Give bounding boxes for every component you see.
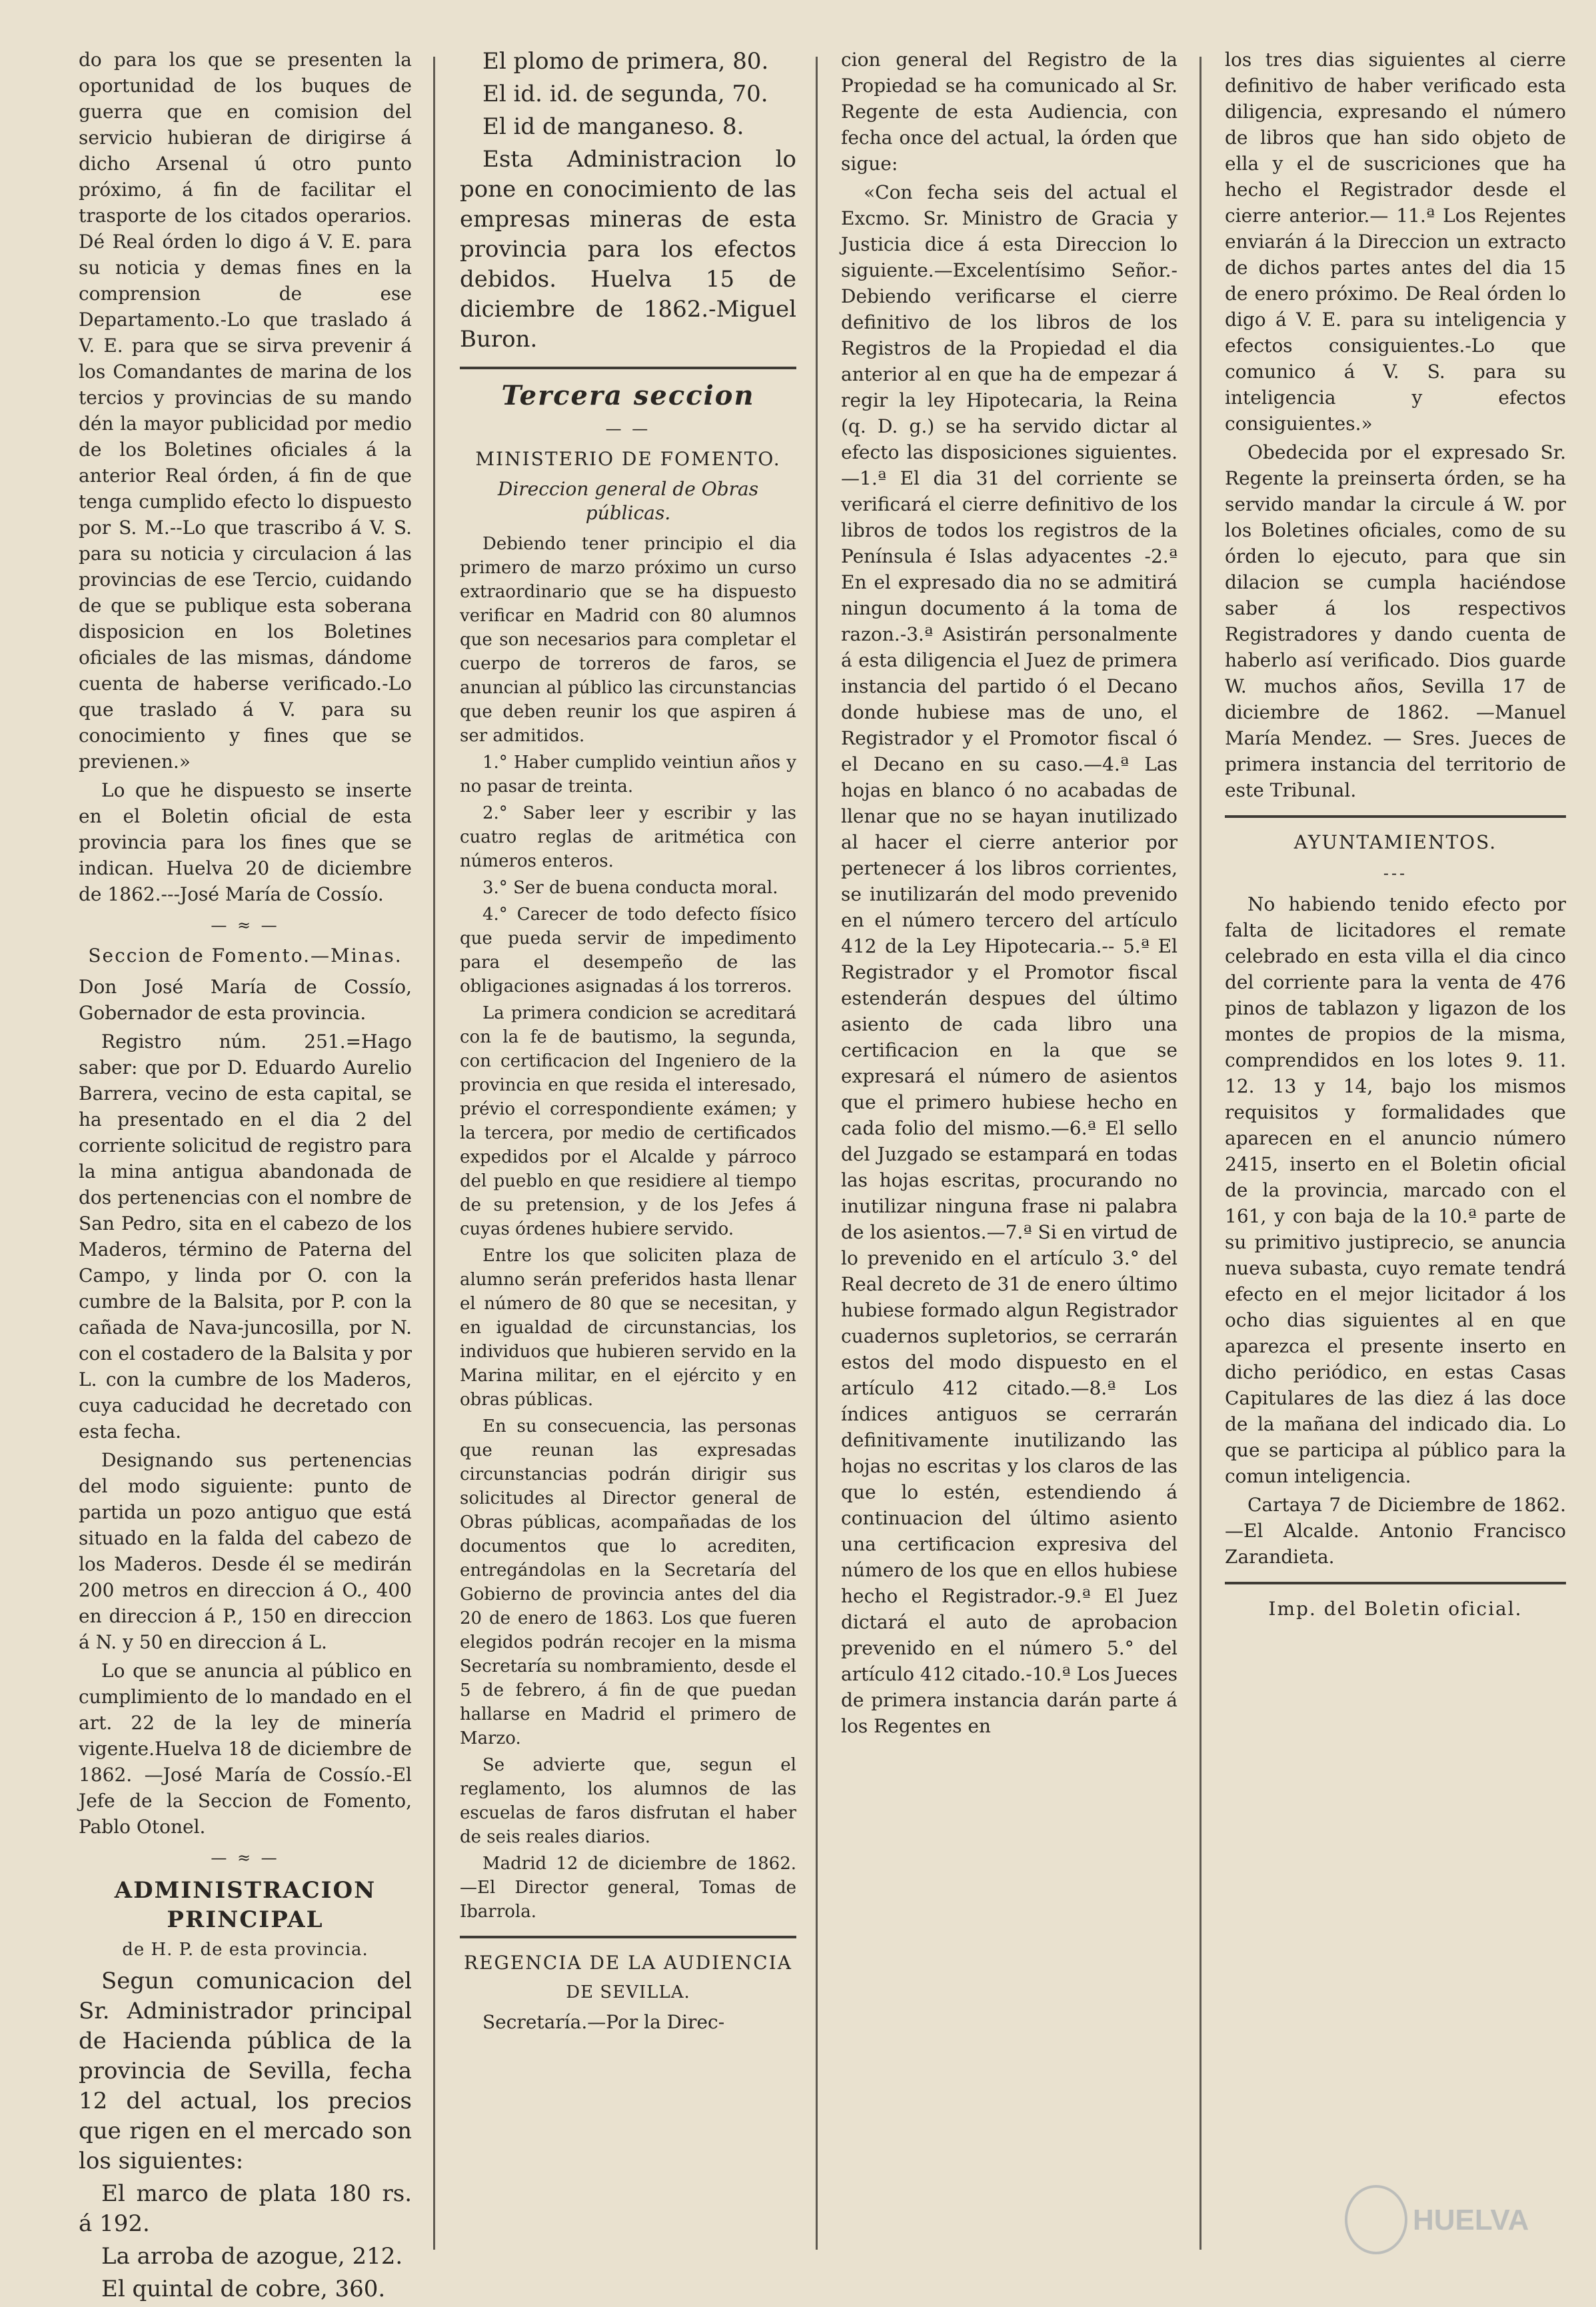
list-item: 4.° Carecer de todo defecto físico que pueda servir de impedimento para el desempeño de las obligaciones asignadas á los torreros.: [460, 905, 796, 997]
paragraph: Secretaría.—Por la Direc-: [482, 2011, 725, 2033]
column-2: [460, 47, 796, 2038]
section-subheading: de H. P. de esta provincia.: [122, 1940, 369, 1960]
paragraph: «Con fecha seis del actual el Excmo. Sr. Ministro de Gracia y Justicia dice á esta Direccion lo siguiente.—Excelentísimo Señor.-Debiendo verificarse el cierre definitivo de los libros de los Registros de la Propiedad el dia anterior al en que ha de empezar á regir la ley Hipotecaria, la Reina (q. D. g.) se ha servido dictar al efecto las disposiciones siguientes.—1.ª El dia 31 del corriente se verificará el cierre definitivo de los libros de todos los registros de la Península é Islas adyacentes -2.ª En el expresado dia no se admitirá ningun documento á la toma de razon.-3.ª Asistirán personalmente á esta diligencia el Juez de primera instancia del partido ó el Decano donde hubiese mas de uno, el Registrador y el Promotor fiscal ó el Decano en su caso.—4.ª Las hojas en blanco ó no acabadas de llenar que no se hayan inutilizado al hacer el cierre anterior por pertenecer á los libros corrientes, se inutilizarán del modo prevenido en el número tercero del artículo 412 de la Ley Hipotecaria.-- 5.ª El Registrador y el Promotor fiscal estenderán despues del último asiento de cada libro una certificacion en la que se expresará el número de asientos que el primero hubiese hecho en cada folio del mismo.—6.ª El sello del Juzgado se estampará en todas las hojas escritas, procurando no inutilizar ninguna frase ni palabra de los asientos.—7.ª Si en virtud de lo prevenido en el artículo 3.° del Real decreto de 31 de enero último hubiese formado algun Registrador cuadernos supletorios, se cerrarán estos del modo dispuesto en el artículo 412 citado.—8.ª Los índices antiguos se cerrarán definitivamente inutilizando las hojas no escritas y los claros de las que lo estén, estendiendo á continuacion del último asiento una certificacion expresiva del número de los que en ellos hubiese hecho el Registrador.-9.ª El Juez dictará el auto de aprobacion prevenido en el número 5.° del artículo 412 citado.-10.ª Los Jueces de primera instancia darán parte á los Regentes en: [841, 181, 1178, 1737]
column-divider: [816, 57, 818, 2250]
column-divider: [433, 57, 435, 2250]
separator: — ≈ —: [211, 916, 280, 935]
list-item: 2.° Saber leer y escribir y las cuatro reglas de aritmética con números enteros.: [460, 803, 796, 871]
horizontal-rule: [1225, 1582, 1566, 1584]
paragraph: Registro núm. 251.=Hago saber: que por D. Eduardo Aurelio Barrera, vecino de esta capital, se ha presentado en el dia 2 del corriente solicitud de registro para la mina antigua abandonada de dos pertenencias con el nombre de San Pedro, sita en el cabezo de los Maderos, término de Paterna del Campo, y linda por O. con la cumbre de la Balsita, por P. con la cañada de Nava-juncosilla, por N. con el costadero de la Balsita y por L. con la cumbre de los Maderos, cuya caducidad he decretado con esta fecha.: [79, 1031, 412, 1442]
column-4: [1225, 47, 1566, 1627]
list-item: 3.° Ser de buena conducta moral.: [482, 878, 778, 898]
separator: ---: [1383, 864, 1408, 883]
section-heading: ADMINISTRACION PRINCIPAL: [114, 1877, 377, 1933]
paragraph: Don José María de Cossío, Gobernador de esta provincia.: [79, 976, 412, 1024]
section-heading: MINISTERIO DE FOMENTO.: [475, 448, 781, 470]
paragraph: los tres dias siguientes al cierre definitivo de haber verificado esta diligencia, expresando el número de libros que han sido objeto de ella y el de suscriciones que ha hecho el Registrador desde el cierre anterior.— 11.ª Los Rejentes enviarán á la Direccion un extracto de dichos partes antes del dia 15 de enero próximo. De Real órden lo digo á V. E. para su inteligencia y efectos consiguientes.-Lo que comunico á V. S. para su inteligencia y efectos consiguientes.»: [1225, 49, 1566, 435]
price-line: El id. id. de segunda, 70.: [482, 81, 768, 107]
paragraph: Lo que he dispuesto se inserte en el Boletin oficial de esta provincia para los fines que se indican. Huelva 20 de diciembre de 1862.---José María de Cossío.: [79, 779, 412, 905]
list-item: 1.° Haber cumplido veintiun años y no pasar de treinta.: [460, 753, 796, 797]
paragraph: En su consecuencia, las personas que reunan las expresadas circunstancias podrán dirigir sus solicitudes al Director general de Obras públicas, acompañadas de los documentos que lo acrediten, entregándolas en la Secretaría del Gobierno de provincia antes del dia 20 de enero de 1863. Los que fueren elegidos podrán recojer en la misma Secretaría su nombramiento, desde el 5 de febrero, á fin de que puedan hallarse en Madrid el primero de Marzo.: [460, 1416, 796, 1748]
price-line: El quintal de cobre, 360.: [101, 2276, 386, 2302]
paragraph: Lo que se anuncia al público en cumplimiento de lo mandado en el art. 22 de la ley de minería vigente.Huelva 18 de diciembre de 1862. —José María de Cossío.-El Jefe de la Seccion de Fomento, Pablo Otonel.: [79, 1660, 412, 1838]
separator: — ≈ —: [211, 1848, 280, 1867]
section-subheading: DE SEVILLA.: [566, 1982, 690, 2002]
paragraph: La primera condicion se acreditará con la fe de bautismo, la segunda, con certificacion del Ingeniero de la provincia en que resida el interesado, prévio el correspondiente exámen; y la tercera, por medio de certificados expedidos por el Alcalde y párroco del pueblo en que residiere al tiempo de su pretension, y de los Jefes á cuyas órdenes hubiere servido.: [460, 1003, 796, 1239]
horizontal-rule: [460, 1936, 796, 1938]
paragraph: Se advierte que, segun el reglamento, los alumnos de las escuelas de faros disfrutan el haber de seis reales diarios.: [460, 1755, 796, 1847]
paragraph: Esta Administracion lo pone en conocimiento de las empresas mineras de esta provincia para los efectos debidos. Huelva 15 de diciembre de 1862.-Miguel Buron.: [460, 146, 796, 353]
paragraph: Obedecida por el expresado Sr. Regente la preinserta órden, se ha servido mandar la circule á W. por los Boletines oficiales, como de su órden lo ejecuto, para que sin dilacion se cumpla haciéndose saber á los respectivos Registradores y dando cuenta de haberlo así verificado. Dios guarde W. muchos años, Sevilla 17 de diciembre de 1862. —Manuel María Mendez. — Sres. Jueces de primera instancia del territorio de este Tribunal.: [1225, 441, 1566, 801]
paragraph: Designando sus pertenencias del modo siguiente: punto de partida un pozo antiguo que está situado en la falda del cabezo de los Maderos. Desde él se medirán 200 metros en direccion á O., 400 en direccion á P., 150 en direccion á N. y 50 en direccion á L.: [79, 1449, 412, 1653]
section-heading: Seccion de Fomento.—Minas.: [88, 945, 402, 967]
horizontal-rule: [1225, 815, 1566, 818]
price-line: El plomo de primera, 80.: [482, 48, 769, 75]
separator: — —: [605, 419, 651, 438]
paragraph: cion general del Registro de la Propiedad se ha comunicado al Sr. Regente de esta Audiencia, con fecha once del actual, la órden que sigue:: [841, 49, 1178, 175]
horizontal-rule: [460, 367, 796, 369]
paragraph: No habiendo tenido efecto por falta de licitadores el remate celebrado en esta villa el dia cinco del corriente para la venta de 476 pinos de tablazon y ligazon de los montes de propios de la misma, comprendidos en los lotes 9. 11. 12. 13 y 14, bajo los mismos requisitos y formalidades que aparecen en el anuncio número 2415, inserto en el Boletin oficial de la provincia, marcado con el 161, y con baja de la 10.ª parte de su primitivo justiprecio, se anuncia nueva subasta, cuyo remate tendrá efecto en el mejor licitador á los ocho dias siguientes al en que aparezca el presente inserto en dicho periódico, en estas Casas Capitulares de las diez á las doce de la mañana del indicado dia. Lo que se participa al público para la comun inteligencia.: [1225, 893, 1566, 1487]
paragraph: Debiendo tener principio el dia primero de marzo próximo un curso extraordinario que se ha dispuesto verificar en Madrid con 80 alumnos que son necesarios para completar el cuerpo de torreros de faros, se anuncian al público las circunstancias que deben reunir los que aspiren á ser admitidos.: [460, 534, 796, 746]
paragraph: Segun comunicacion del Sr. Administrador principal de Hacienda pública de la provincia de Sevilla, fecha 12 del actual, los precios que rigen en el mercado son los siguientes:: [79, 1968, 412, 2174]
printer-imprint: Imp. del Boletin oficial.: [1268, 1598, 1523, 1620]
section-heading: Tercera seccion: [501, 380, 755, 411]
paragraph: Entre los que soliciten plaza de alumno serán preferidos hasta llenar el número de 80 que se necesitan, y en igualdad de circunstancias, los individuos que hubieren servido en la Marina militar, en el ejército y en obras públicas.: [460, 1246, 796, 1410]
section-heading: AYUNTAMIENTOS.: [1293, 831, 1497, 853]
svg-text:HUELVA: HUELVA: [1413, 2204, 1529, 2236]
signature-line: Cartaya 7 de Diciembre de 1862.—El Alcalde. Antonio Francisco Zarandieta.: [1225, 1494, 1566, 1568]
column-1: [79, 47, 412, 2307]
library-stamp-icon: [1336, 2180, 1536, 2260]
price-line: La arroba de azogue, 212.: [101, 2243, 403, 2270]
signature-line: Madrid 12 de diciembre de 1862. —El Director general, Tomas de Ibarrola.: [460, 1854, 796, 1922]
paragraph: do para los que se presenten la oportunidad de los buques de guerra que en comision del servicio hubieran de dirigirse á dicho Arsenal ú otro punto próximo, á fin de facilitar el trasporte de los citados operarios. Dé Real órden lo digo á V. E. para su noticia y demas fines en la comprension de ese Departamento.-Lo que traslado á V. E. para que se sirva prevenir á los Comandantes de marina de los tercios y provincias de su mando dén la mayor publicidad por medio de los Boletines oficiales á la anterior Real órden, á fin de que tenga cumplido efecto lo dispuesto por S. M.--Lo que trascribo á V. S. para su noticia y circulacion á las provincias de ese Tercio, cuidando de que se publique esta soberana disposicion en los Boletines oficiales de las mismas, dándome cuenta de haberse verificado.-Lo que traslado á V. para su conocimiento y fines que se previenen.»: [79, 49, 412, 773]
column-3: [841, 47, 1178, 1742]
price-line: El marco de plata 180 rs. á 192.: [79, 2180, 412, 2237]
section-heading: REGENCIA DE LA AUDIENCIA: [464, 1952, 792, 1974]
column-divider: [1199, 57, 1201, 2250]
price-line: El id de manganeso. 8.: [482, 113, 744, 140]
section-subheading: Direccion general de Obras públicas.: [497, 478, 759, 524]
